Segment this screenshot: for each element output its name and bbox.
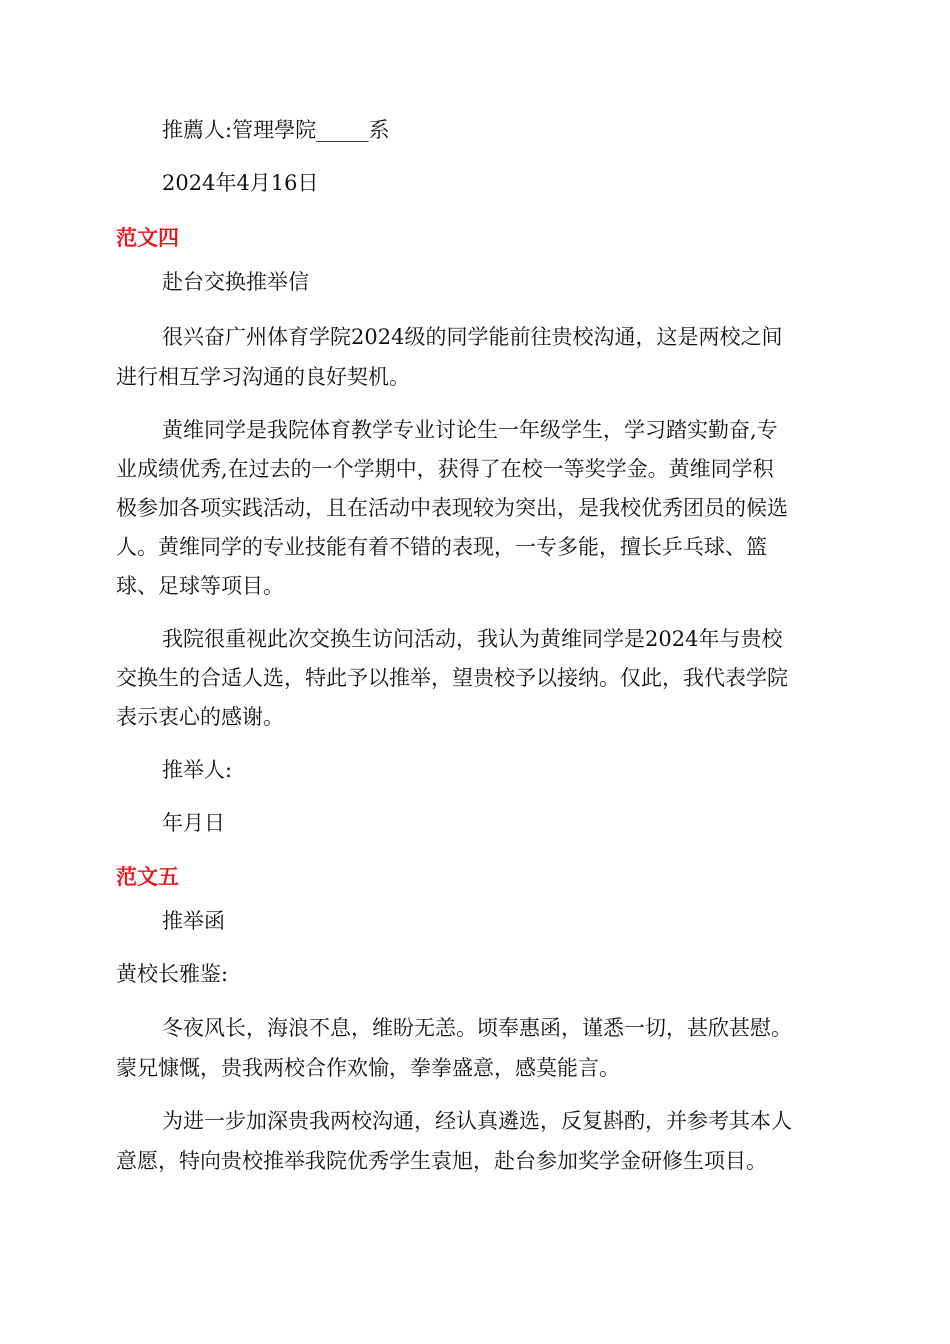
- text-line: 交换生的合适人选，特此予以推举，望贵校予以接纳。仅此，我代表学院: [116, 666, 788, 690]
- text-line: 蒙兄慷慨，贵我两校合作欢愉，拳拳盛意，感莫能言。: [116, 1056, 620, 1080]
- date-line: 年月日: [162, 811, 225, 835]
- section-heading-4: 范文四: [116, 226, 179, 250]
- section-heading-5: 范文五: [116, 865, 179, 889]
- text-line: 黄维同学是我院体育教学专业讨论生一年级学生，学习踏实勤奋,专: [162, 418, 778, 442]
- salutation: 黄校长雅鉴:: [116, 962, 229, 986]
- text-line: 冬夜风长，海浪不息，维盼无恙。顷奉惠函，谨悉一切，甚欣甚慰。: [162, 1016, 792, 1040]
- text-line: 我院很重视此次交换生访问活动，我认为黄维同学是2024年与贵校: [162, 627, 783, 651]
- letter-title: 赴台交换推举信: [162, 270, 309, 294]
- text-line: 业成绩优秀,在过去的一个学期中，获得了在校一等奖学金。黄维同学积: [116, 457, 774, 481]
- text-line: 人。黄维同学的专业技能有着不错的表现，一专多能，擅长乒乓球、篮: [116, 535, 767, 559]
- recommender-line: 推薦人:管理學院_____系: [162, 118, 390, 142]
- text-line: 进行相互学习沟通的良好契机。: [116, 365, 410, 389]
- text-line: 很兴奋广州体育学院2024级的同学能前往贵校沟通，这是两校之间: [162, 325, 783, 349]
- text-line: 为进一步加深贵我两校沟通，经认真遴选，反复斟酌，并参考其本人: [162, 1109, 792, 1133]
- date-line: 2024年4月16日: [162, 171, 319, 195]
- text-line: 极参加各项实践活动，且在活动中表现较为突出，是我校优秀团员的候选: [116, 496, 788, 520]
- text-line: 球、足球等项目。: [116, 574, 284, 598]
- text-line: 表示衷心的感谢。: [116, 705, 284, 729]
- signer-line: 推举人:: [162, 758, 233, 782]
- letter-title: 推举函: [162, 909, 225, 933]
- text-line: 意愿，特向贵校推举我院优秀学生袁旭，赴台参加奖学金研修生项目。: [116, 1149, 767, 1173]
